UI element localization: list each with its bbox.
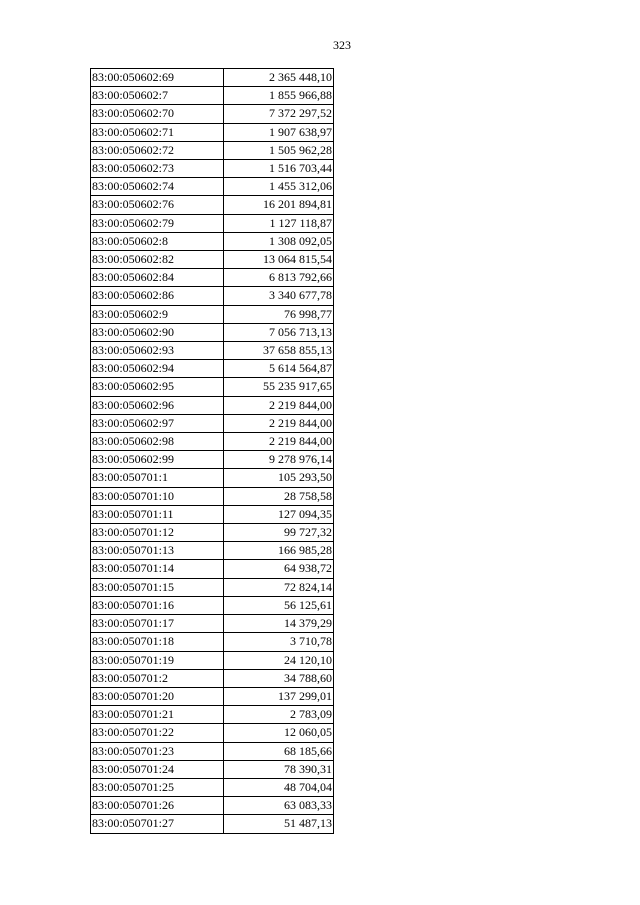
cadastral-value-cell: 1 308 092,05 <box>224 232 334 250</box>
table-row <box>91 615 334 633</box>
cadastral-value-cell: 2 219 844,00 <box>224 414 334 432</box>
cadastral-value-cell: 7 372 297,52 <box>224 105 334 123</box>
cadastral-value-cell: 1 907 638,97 <box>224 123 334 141</box>
table-row <box>91 214 334 232</box>
table-row <box>91 524 334 542</box>
table-row <box>91 505 334 523</box>
cadastral-number-cell: 83:00:050701:27 <box>91 815 224 833</box>
table-row <box>91 596 334 614</box>
cadastral-number-cell: 83:00:050701:24 <box>91 760 224 778</box>
cadastral-number-cell: 83:00:050701:11 <box>91 505 224 523</box>
table-row <box>91 305 334 323</box>
cadastral-number-cell: 83:00:050701:16 <box>91 596 224 614</box>
cadastral-number-cell: 83:00:050602:69 <box>91 69 224 87</box>
table-row <box>91 433 334 451</box>
cadastral-value-cell: 105 293,50 <box>224 469 334 487</box>
table-row <box>91 269 334 287</box>
cadastral-number-cell: 83:00:050701:18 <box>91 633 224 651</box>
table-row <box>91 378 334 396</box>
cadastral-value-cell: 28 758,58 <box>224 487 334 505</box>
table-row <box>91 396 334 414</box>
table-row <box>91 123 334 141</box>
cadastral-number-cell: 83:00:050701:22 <box>91 724 224 742</box>
cadastral-value-cell: 72 824,14 <box>224 578 334 596</box>
table-row <box>91 414 334 432</box>
table-row <box>91 232 334 250</box>
table-row <box>91 778 334 796</box>
page-number: 323 <box>333 38 351 52</box>
cadastral-number-cell: 83:00:050602:71 <box>91 123 224 141</box>
table-row <box>91 669 334 687</box>
cadastral-number-cell: 83:00:050701:1 <box>91 469 224 487</box>
cadastral-number-cell: 83:00:050602:97 <box>91 414 224 432</box>
cadastral-value-cell: 76 998,77 <box>224 305 334 323</box>
cadastral-value-cell: 6 813 792,66 <box>224 269 334 287</box>
table-row <box>91 69 334 87</box>
table-row <box>91 160 334 178</box>
cadastral-value-cell: 55 235 917,65 <box>224 378 334 396</box>
table-row <box>91 342 334 360</box>
table-row <box>91 760 334 778</box>
cadastral-value-cell: 37 658 855,13 <box>224 342 334 360</box>
cadastral-value-cell: 78 390,31 <box>224 760 334 778</box>
cadastral-number-cell: 83:00:050602:73 <box>91 160 224 178</box>
cadastral-number-cell: 83:00:050602:86 <box>91 287 224 305</box>
cadastral-value-cell: 137 299,01 <box>224 687 334 705</box>
cadastral-number-cell: 83:00:050701:19 <box>91 651 224 669</box>
cadastral-value-cell: 64 938,72 <box>224 560 334 578</box>
cadastral-number-cell: 83:00:050602:94 <box>91 360 224 378</box>
table-row <box>91 469 334 487</box>
cadastral-number-cell: 83:00:050602:96 <box>91 396 224 414</box>
cadastral-value-cell: 13 064 815,54 <box>224 251 334 269</box>
cadastral-value-cell: 1 455 312,06 <box>224 178 334 196</box>
cadastral-number-cell: 83:00:050602:98 <box>91 433 224 451</box>
cadastral-number-cell: 83:00:050602:70 <box>91 105 224 123</box>
cadastral-number-cell: 83:00:050701:20 <box>91 687 224 705</box>
cadastral-value-cell: 3 710,78 <box>224 633 334 651</box>
table-row <box>91 287 334 305</box>
cadastral-value-cell: 51 487,13 <box>224 815 334 833</box>
cadastral-value-cell: 1 505 962,28 <box>224 141 334 159</box>
cadastral-value-cell: 2 365 448,10 <box>224 69 334 87</box>
cadastral-number-cell: 83:00:050701:26 <box>91 797 224 815</box>
table-row <box>91 178 334 196</box>
cadastral-value-cell: 56 125,61 <box>224 596 334 614</box>
table-row <box>91 542 334 560</box>
cadastral-value-cell: 166 985,28 <box>224 542 334 560</box>
cadastral-value-cell: 2 219 844,00 <box>224 396 334 414</box>
cadastral-value-cell: 1 516 703,44 <box>224 160 334 178</box>
cadastral-number-cell: 83:00:050602:95 <box>91 378 224 396</box>
cadastral-value-cell: 2 219 844,00 <box>224 433 334 451</box>
cadastral-value-cell: 63 083,33 <box>224 797 334 815</box>
cadastral-number-cell: 83:00:050701:17 <box>91 615 224 633</box>
table-row <box>91 578 334 596</box>
table-row <box>91 451 334 469</box>
table-body <box>91 69 334 834</box>
cadastral-number-cell: 83:00:050602:93 <box>91 342 224 360</box>
cadastral-number-cell: 83:00:050602:82 <box>91 251 224 269</box>
cadastral-number-cell: 83:00:050602:84 <box>91 269 224 287</box>
table-row <box>91 797 334 815</box>
table-row <box>91 742 334 760</box>
cadastral-number-cell: 83:00:050701:10 <box>91 487 224 505</box>
cadastral-value-cell: 99 727,32 <box>224 524 334 542</box>
cadastral-value-cell: 68 185,66 <box>224 742 334 760</box>
cadastral-number-cell: 83:00:050602:79 <box>91 214 224 232</box>
table-row <box>91 251 334 269</box>
table-row <box>91 651 334 669</box>
cadastral-number-cell: 83:00:050602:90 <box>91 323 224 341</box>
cadastral-number-cell: 83:00:050602:74 <box>91 178 224 196</box>
cadastral-value-cell: 12 060,05 <box>224 724 334 742</box>
cadastral-value-cell: 34 788,60 <box>224 669 334 687</box>
cadastral-value-cell: 2 783,09 <box>224 706 334 724</box>
cadastral-value-cell: 1 855 966,88 <box>224 87 334 105</box>
cadastral-value-cell: 3 340 677,78 <box>224 287 334 305</box>
cadastral-value-cell: 24 120,10 <box>224 651 334 669</box>
table-row <box>91 323 334 341</box>
cadastral-number-cell: 83:00:050602:9 <box>91 305 224 323</box>
cadastral-number-cell: 83:00:050602:8 <box>91 232 224 250</box>
cadastral-number-cell: 83:00:050701:25 <box>91 778 224 796</box>
table-row <box>91 105 334 123</box>
cadastral-value-cell: 5 614 564,87 <box>224 360 334 378</box>
cadastral-number-cell: 83:00:050602:72 <box>91 141 224 159</box>
table-row <box>91 724 334 742</box>
table-row <box>91 196 334 214</box>
cadastral-number-cell: 83:00:050701:15 <box>91 578 224 596</box>
table-row <box>91 487 334 505</box>
cadastral-value-cell: 16 201 894,81 <box>224 196 334 214</box>
cadastral-value-table <box>90 68 334 834</box>
table-row <box>91 633 334 651</box>
cadastral-value-cell: 7 056 713,13 <box>224 323 334 341</box>
cadastral-value-cell: 9 278 976,14 <box>224 451 334 469</box>
table-row <box>91 560 334 578</box>
cadastral-number-cell: 83:00:050701:2 <box>91 669 224 687</box>
cadastral-number-cell: 83:00:050602:99 <box>91 451 224 469</box>
cadastral-number-cell: 83:00:050602:76 <box>91 196 224 214</box>
table-row <box>91 87 334 105</box>
table-row <box>91 706 334 724</box>
cadastral-number-cell: 83:00:050701:21 <box>91 706 224 724</box>
cadastral-value-cell: 127 094,35 <box>224 505 334 523</box>
cadastral-number-cell: 83:00:050701:12 <box>91 524 224 542</box>
cadastral-value-cell: 1 127 118,87 <box>224 214 334 232</box>
cadastral-number-cell: 83:00:050701:23 <box>91 742 224 760</box>
table-row <box>91 687 334 705</box>
cadastral-value-cell: 14 379,29 <box>224 615 334 633</box>
table-row <box>91 141 334 159</box>
table-row <box>91 360 334 378</box>
cadastral-number-cell: 83:00:050701:14 <box>91 560 224 578</box>
cadastral-number-cell: 83:00:050602:7 <box>91 87 224 105</box>
table-row <box>91 815 334 833</box>
cadastral-value-cell: 48 704,04 <box>224 778 334 796</box>
cadastral-number-cell: 83:00:050701:13 <box>91 542 224 560</box>
